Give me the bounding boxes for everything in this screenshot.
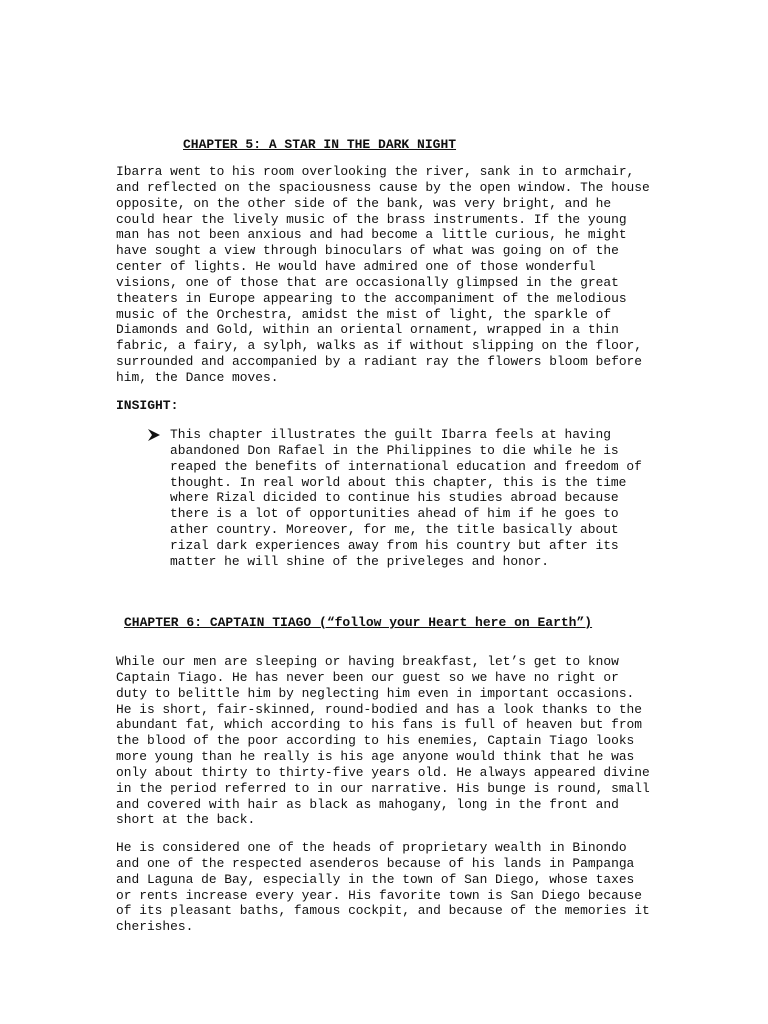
paragraph-line: surrounded and accompanied by a radiant ray the flowers bloom before (116, 354, 643, 370)
insight-line: reaped the benefits of international education and freedom of (170, 458, 642, 474)
paragraph-line: opposite, on the other side of the bank, was very bright, and he (116, 195, 612, 211)
insight-line: rizal dark experiences away from his country but after its (170, 537, 619, 553)
insight-line: matter he will shine of the priveleges and honor. (170, 553, 550, 569)
chapter-6-heading: CHAPTER 6: CAPTAIN TIAGO (“follow your Heart here on Earth”) (124, 615, 593, 630)
paragraph-line: and Laguna de Bay, especially in the town of San Diego, whose taxes (116, 871, 635, 887)
insight-line: This chapter illustrates the guilt Ibarra feels at having (170, 427, 611, 442)
paragraph-line: He is considered one of the heads of proprietary wealth in Binondo (116, 840, 627, 855)
paragraph-line: He is short, fair-skinned, round-bodied and has a look thanks to the (116, 701, 643, 717)
chapter-6-paragraph-2 (116, 840, 650, 935)
chapter-6-paragraph-1 (116, 654, 650, 828)
insight-bullet-text (170, 427, 642, 570)
paragraph-line: could hear the lively music of the brass instruments. If the young (116, 211, 627, 227)
paragraph-line: cherishes. (116, 919, 194, 935)
paragraph-line: have sought a view through binoculars of what was going on of the (116, 243, 619, 259)
paragraph-line: in the period referred to in our narrative. His bunge is round, small (116, 780, 650, 796)
paragraph-line: him, the Dance moves. (116, 369, 279, 385)
paragraph-line: the blood of the poor according to his enemies, Captain Tiago looks (116, 733, 635, 749)
paragraph-line: fabric, a fairy, a sylph, walks as if without slipping on the floor, (116, 338, 643, 354)
insight-line: thought. In real world about this chapter, this is the time (170, 474, 627, 490)
paragraph-line: and covered with hair as black as mahogany, long in the front and (116, 796, 619, 812)
paragraph-line: theaters in Europe appearing to the accompaniment of the melodious (116, 290, 627, 306)
arrowhead-bullet-icon (147, 428, 161, 442)
chapter-5-heading: CHAPTER 5: A STAR IN THE DARK NIGHT (183, 137, 457, 152)
paragraph-line: duty to belittle him by neglecting him even in important occasions. (116, 685, 635, 701)
paragraph-line: more young than he really is his age anyone would think that he was (116, 749, 635, 765)
paragraph-line: abundant fat, which according to his fans is full of heaven but from (116, 717, 643, 733)
paragraph-line: visions, one of those that are occasionally glimpsed in the great (116, 274, 619, 290)
insight-label: INSIGHT: (116, 398, 179, 413)
paragraph-line: or rents increase every year. His favorite town is San Diego because (116, 887, 643, 903)
paragraph-line: While our men are sleeping or having breakfast, let’s get to know (116, 654, 619, 669)
paragraph-line: only about thirty to thirty-five years old. He always appeared divine (116, 764, 650, 780)
chapter-5-paragraph (116, 164, 650, 386)
paragraph-line: of its pleasant baths, famous cockpit, and because of the memories it (116, 903, 650, 919)
insight-line: there is a lot of opportunities ahead of him if he goes to (170, 506, 619, 522)
insight-line: abandoned Don Rafael in the Philippines to die while he is (170, 442, 619, 458)
paragraph-line: music of the Orchestra, amidst the mist of light, the sparkle of (116, 306, 612, 322)
paragraph-line: and one of the respected asenderos because of his lands in Pampanga (116, 855, 635, 871)
paragraph-line: Captain Tiago. He has never been our guest so we have no right or (116, 669, 619, 685)
paragraph-line: man has not been anxious and had become a little curious, he might (116, 227, 627, 243)
paragraph-line: short at the back. (116, 812, 256, 828)
insight-line: ather country. Moreover, for me, the title basically about (170, 522, 619, 538)
paragraph-line: Ibarra went to his room overlooking the river, sank in to armchair, (116, 164, 635, 179)
paragraph-line: Diamonds and Gold, within an oriental ornament, wrapped in a thin (116, 322, 619, 338)
paragraph-line: and reflected on the spaciousness cause by the open window. The house (116, 179, 650, 195)
paragraph-line: center of lights. He would have admired one of those wonderful (116, 259, 596, 275)
insight-line: where Rizal dicided to continue his studies abroad because (170, 490, 619, 506)
